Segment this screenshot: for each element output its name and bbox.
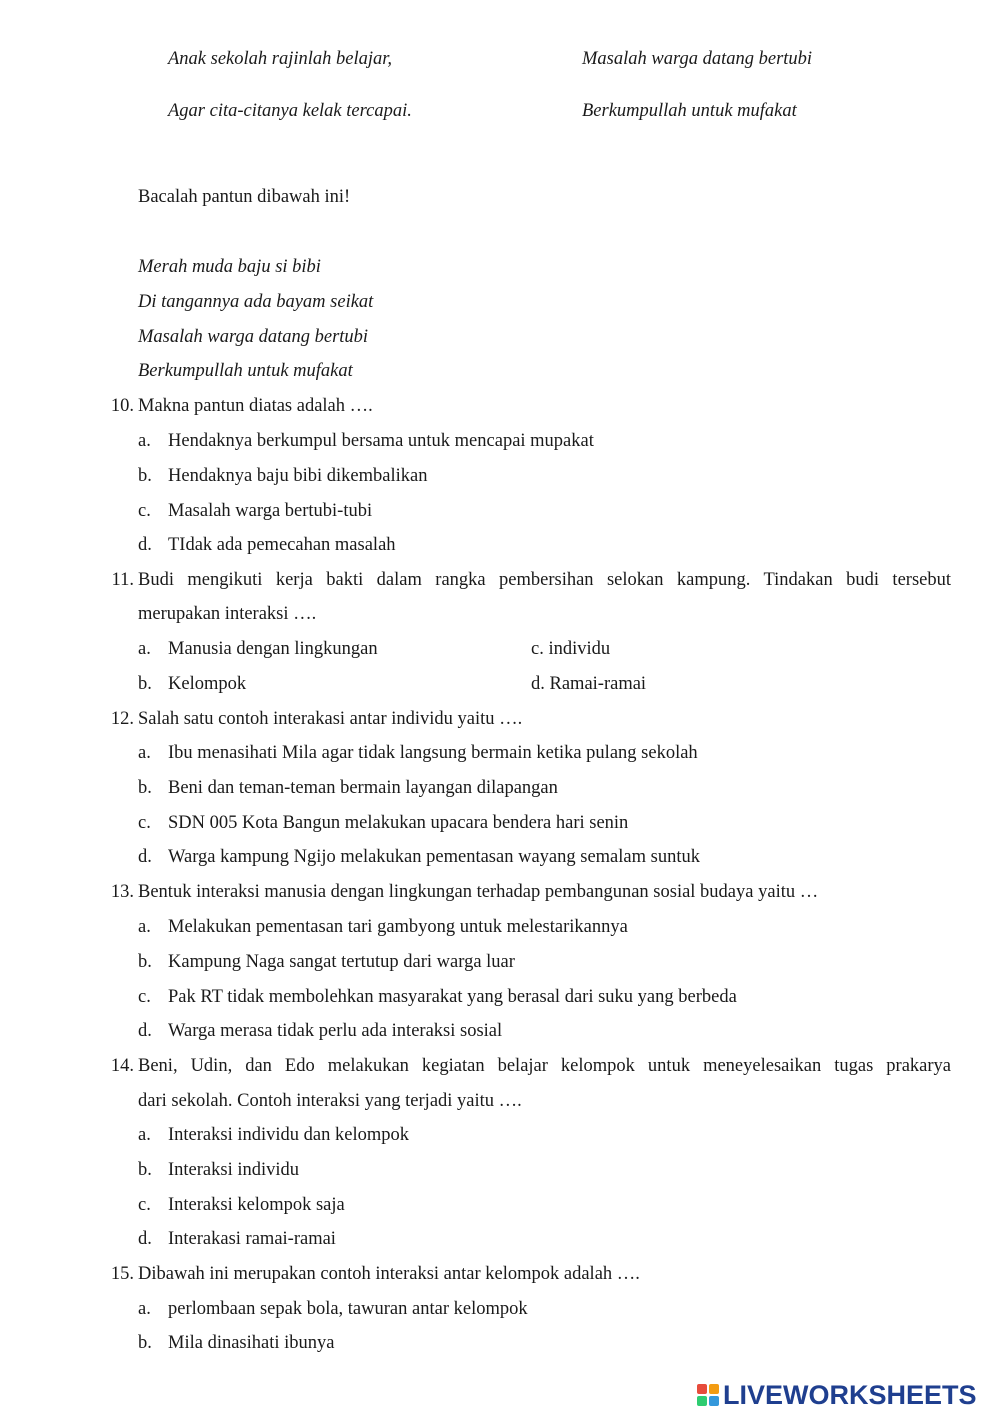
top-pantun-left-line-1: Anak sekolah rajinlah belajar,	[168, 49, 393, 69]
option-text[interactable]: Melakukan pementasan tari gambyong untuk melestarikannya	[168, 917, 628, 937]
option-text[interactable]: Interaksi kelompok saja	[168, 1195, 345, 1215]
option-text[interactable]: Kampung Naga sangat tertutup dari warga luar	[168, 952, 515, 972]
option-letter: d.	[138, 1229, 152, 1249]
pantun-line-2: Di tangannya ada bayam seikat	[138, 292, 374, 312]
option-text[interactable]: Interakasi ramai-ramai	[168, 1229, 336, 1249]
option-text[interactable]: TIdak ada pemecahan masalah	[168, 535, 396, 555]
option-text[interactable]: Ibu menasihati Mila agar tidak langsung bermain ketika pulang sekolah	[168, 743, 698, 763]
question-text: Budi mengikuti kerja bakti dalam rangka pembersihan selokan kampung. Tindakan budi tersebut	[138, 570, 951, 590]
option-text[interactable]: Kelompok	[168, 674, 247, 694]
question-text: Beni, Udin, dan Edo melakukan kegiatan belajar kelompok untuk meneyelesaikan tugas prakarya	[138, 1056, 951, 1076]
option-letter: a.	[138, 639, 151, 659]
logo-text: LIVEWORKSHEETS	[723, 1379, 977, 1410]
option-letter: a.	[138, 917, 151, 937]
question-number: 11.	[111, 570, 134, 590]
option-letter: a.	[138, 431, 151, 451]
option-text[interactable]: Beni dan teman-teman bermain layangan dilapangan	[168, 778, 558, 798]
pantun-line-3: Masalah warga datang bertubi	[138, 327, 369, 347]
option-letter: d.	[138, 847, 152, 867]
option-text[interactable]: Mila dinasihati ibunya	[168, 1333, 335, 1353]
option-letter: b.	[138, 778, 152, 798]
top-pantun-right-line-2: Berkumpullah untuk mufakat	[582, 101, 797, 121]
option-letter: b.	[138, 1160, 152, 1180]
option-text[interactable]: Warga kampung Ngijo melakukan pementasan wayang semalam suntuk	[168, 847, 700, 867]
option-letter: a.	[138, 1125, 151, 1145]
logo-square	[697, 1384, 707, 1394]
question-number: 10.	[110, 396, 134, 416]
option-letter: c.	[138, 813, 151, 833]
question-number: 15.	[110, 1264, 134, 1284]
pantun-line-1: Merah muda baju si bibi	[138, 257, 321, 277]
question-number: 13.	[110, 882, 134, 902]
question-number: 12.	[110, 709, 134, 729]
question-text: Makna pantun diatas adalah ….	[138, 396, 373, 416]
option-text[interactable]: Hendaknya baju bibi dikembalikan	[168, 466, 428, 486]
option-letter: b.	[138, 674, 152, 694]
option-letter: a.	[138, 1299, 151, 1319]
option-text[interactable]: SDN 005 Kota Bangun melakukan upacara bendera hari senin	[168, 813, 629, 833]
option-text[interactable]: Pak RT tidak membolehkan masyarakat yang berasal dari suku yang berbeda	[168, 987, 737, 1007]
option-text[interactable]: Masalah warga bertubi-tubi	[168, 501, 373, 521]
top-pantun-left-line-2: Agar cita-citanya kelak tercapai.	[168, 101, 412, 121]
question-text: Salah satu contoh interakasi antar individu yaitu ….	[138, 709, 523, 729]
option-letter: b.	[138, 952, 152, 972]
option-letter: a.	[138, 743, 151, 763]
option-text[interactable]: Warga merasa tidak perlu ada interaksi sosial	[168, 1021, 503, 1041]
option-letter: b.	[138, 1333, 152, 1353]
question-text: Bentuk interaksi manusia dengan lingkungan terhadap pembangunan sosial budaya yaitu …	[138, 882, 819, 902]
question-text: Dibawah ini merupakan contoh interaksi antar kelompok adalah ….	[138, 1264, 640, 1284]
instruction-text: Bacalah pantun dibawah ini!	[138, 187, 351, 207]
option-letter: d.	[138, 1021, 152, 1041]
liveworksheets-logo	[697, 1378, 997, 1412]
option-text[interactable]: Interaksi individu	[168, 1160, 300, 1180]
option-text[interactable]: perlombaan sepak bola, tawuran antar kelompok	[168, 1299, 528, 1319]
logo-square	[697, 1396, 707, 1406]
logo-square	[709, 1384, 719, 1394]
option-letter: b.	[138, 466, 152, 486]
logo-square	[709, 1396, 719, 1406]
option-letter: c.	[138, 1195, 151, 1215]
pantun-line-4: Berkumpullah untuk mufakat	[138, 361, 353, 381]
option-text[interactable]: Manusia dengan lingkungan	[168, 639, 378, 659]
question-text-continued: merupakan interaksi ….	[138, 604, 317, 624]
option-letter: d.	[138, 535, 152, 555]
option-text[interactable]: c. individu	[531, 639, 611, 659]
option-letter: c.	[138, 501, 151, 521]
question-number: 14.	[110, 1056, 134, 1076]
option-text[interactable]: d. Ramai-ramai	[531, 674, 647, 694]
liveworksheets-logo-icon	[697, 1384, 719, 1406]
option-text[interactable]: Interaksi individu dan kelompok	[168, 1125, 409, 1145]
question-text-continued: dari sekolah. Contoh interaksi yang terjadi yaitu ….	[138, 1091, 522, 1111]
option-text[interactable]: Hendaknya berkumpul bersama untuk mencapai mupakat	[168, 431, 594, 451]
top-pantun-right-line-1: Masalah warga datang bertubi	[582, 49, 813, 69]
option-letter: c.	[138, 987, 151, 1007]
